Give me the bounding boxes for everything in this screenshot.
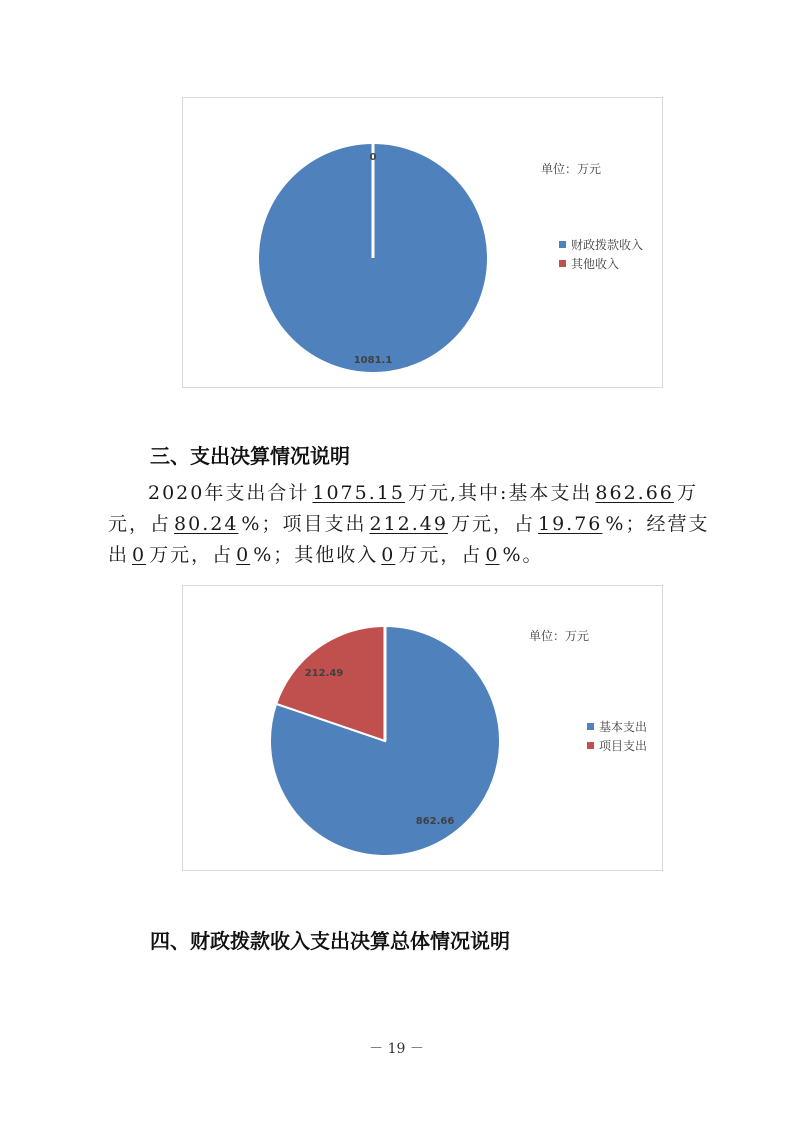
income-pie-chart [182, 97, 663, 388]
other-income-percent: 0 [485, 544, 500, 566]
text-fragment: 2020年支出合计 [148, 482, 310, 504]
legend-label: 财政拨款收入 [571, 238, 644, 252]
text-fragment: 万 [676, 482, 698, 504]
expenditure-pie-data-label-1: 212.49 [304, 668, 344, 679]
legend-label: 项目支出 [599, 739, 648, 753]
text-fragment: 元，占 [108, 513, 172, 535]
basic-expenditure-percent: 80.24 [174, 513, 239, 535]
text-fragment: %；经营支 [605, 513, 710, 535]
project-expenditure-percent: 19.76 [537, 513, 603, 535]
page-number: － 19 － [369, 1041, 424, 1057]
legend-label: 基本支出 [599, 720, 648, 734]
paragraph-line-2 [108, 509, 710, 540]
expenditure-pie-chart [182, 585, 663, 871]
legend-swatch-other-income [559, 260, 566, 267]
operating-expenditure-percent: 0 [236, 544, 251, 566]
paragraph-line-1 [108, 478, 698, 509]
legend-item-fiscal-appropriation [559, 235, 643, 254]
total-expenditure-value: 1075.15 [312, 482, 405, 504]
income-pie-data-label-0: 1081.1 [353, 355, 393, 366]
legend-swatch-basic-expenditure [587, 723, 594, 730]
text-fragment: 万元，占 [149, 544, 234, 566]
text-fragment: 万元，占 [450, 513, 535, 535]
other-income-value: 0 [381, 544, 396, 566]
legend-item-project-expenditure [587, 736, 647, 755]
text-fragment: %；其他收入 [253, 544, 379, 566]
text-fragment: 万元,其中:基本支出 [407, 482, 593, 504]
legend-swatch-project-expenditure [587, 742, 594, 749]
paragraph-line-3 [108, 540, 698, 571]
legend-label: 其他收入 [571, 257, 620, 271]
text-fragment: 出 [108, 544, 130, 566]
basic-expenditure-value: 862.66 [595, 482, 674, 504]
income-pie-data-label-1: 0 [369, 152, 377, 163]
section-three-heading: 三、支出决算情况说明 [150, 444, 350, 468]
expenditure-paragraph [108, 478, 710, 571]
text-fragment: %。 [502, 544, 544, 566]
legend-item-basic-expenditure [587, 717, 647, 736]
text-fragment: 万元，占 [398, 544, 483, 566]
expenditure-chart-unit-label: 单位：万元 [529, 629, 590, 643]
operating-expenditure-value: 0 [132, 544, 147, 566]
expenditure-pie-data-label-0: 862.66 [415, 816, 455, 827]
text-fragment: %；项目支出 [241, 513, 367, 535]
section-four-heading: 四、财政拨款收入支出决算总体情况说明 [150, 929, 510, 953]
legend-swatch-fiscal-appropriation [559, 241, 566, 248]
income-chart-legend [559, 235, 643, 273]
expenditure-chart-legend [587, 717, 647, 755]
project-expenditure-value: 212.49 [369, 513, 448, 535]
legend-item-other-income [559, 254, 643, 273]
income-chart-unit-label: 单位：万元 [541, 162, 602, 176]
